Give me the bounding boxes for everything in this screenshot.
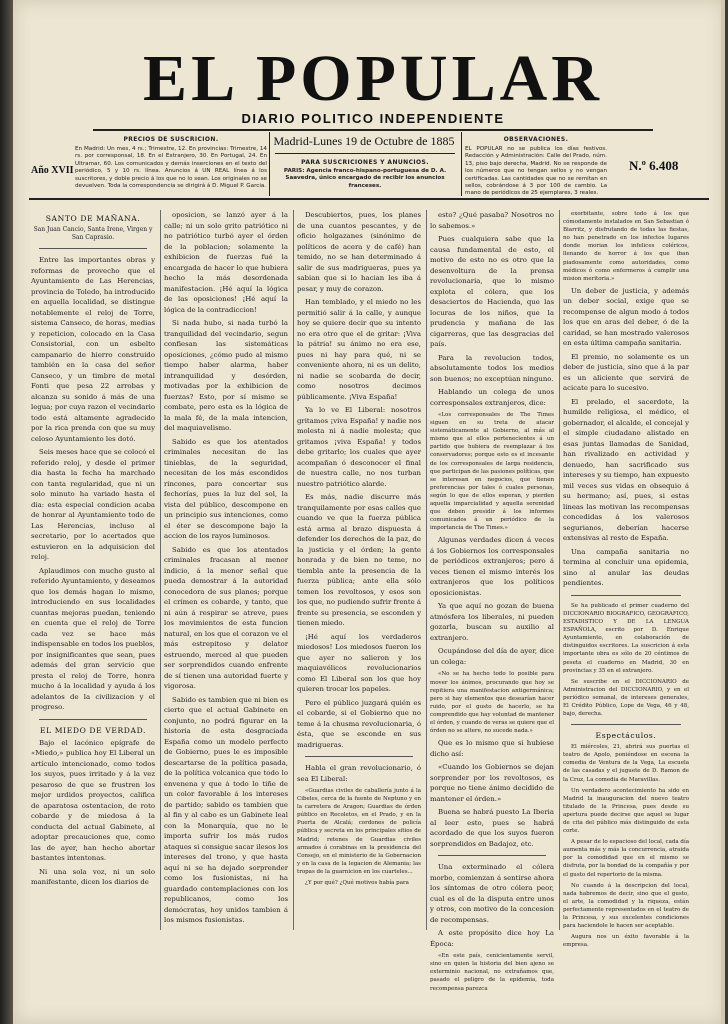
section-separator [39,248,147,249]
header-divider-left [269,132,270,196]
paragraph: Ya que aquí no gozan de buena atmósfera los liberales, ni pueden gozarla, buscan su auxilio al extranjero. [430,602,554,642]
header-rule-top [93,129,653,131]
column-divider [293,210,294,930]
prices-heading: PRECIOS DE SUSCRICION. [123,136,219,143]
year-label: Año XVII [31,165,74,176]
paragraph: Ya lo ve El Liberal: nosotros gritamos ¡viva España! y nadie nos molesta ni á nadie molesta; que gritamos ¡viva España! y todos debe gritarlo; los cuales que ayer acompañan ó desconocer el final de nuestra calle, no nos turban nuestro patriótico alarde. [297,406,421,488]
section-separator [571,724,681,725]
section-separator [571,595,681,596]
paragraph: Ocupándose del día de ayer, dice un colega: [430,647,554,666]
paragraph: Que es lo mismo que si hubiese dicho así: [430,739,554,758]
quoted-paragraph: Se ha publicado el primer cuaderno del DICCIONARIO BIOGRAFICO, GEOGRAFICO, ESTADISTICO Y DE LA LENGUA ESPAÑOLA, escrito por D. Enrique Ayuntamiento, en colaboración de distinguidos escritores. La suscricion á esta importante obra es sólo de 20 céntimos de peseta el cuaderno en Madrid, 30 en provincias y 35 en el extranjero. [563,602,689,674]
paragraph: Una exterminado el cólera morbo, comienzan á sentirse ahora los síntomas de otro cólera peor, cual es el de la disputa entre unos y otros, con motivo de la concesion de recompensas. [430,863,554,924]
section-heading: EL MIEDO DE VERDAD. [39,725,147,735]
paragraph: Es más, nadie discurre más tranquilamente por esas calles que cuando ve que la fuerza pública está arma al brazo dispuesta á defender los derechos de la paz, de la justicia y el órden; la gente honrada y de bien no teme, no tiembla ante la presencia de la fuerza pública; ante ella sólo temen los revoltosos, y esos son los que, no pudiendo sufrir frente á frente su presencia, se esconden y tienen miedo. [297,493,421,627]
paragraph: Bajo el lacónico epígrafe de «Miedo,» publica hoy El Liberal un artículo intencionado, como todos los suyos, pues irritado y á la vez pesaroso de que se frustren los mejor urdidos proyectos, califica de aparatosa ostentacion, de roto cobarde y de miedosa á la conducta del actual Gabinete, al adoptar precauciones que, como las de ayer, han hecho abortar bastantes intentonas. [31,738,155,862]
observations-text: EL POPULAR no se publica los días festivos. Redacción y Administración: Calle del Prado, núm. 13, piso bajo derecha, Madrid. No se responde de los números que no tengan sellos y no vengan certificadas. Las cantidades que no se remitan en sellos, cobrándose á 3 por 100 de cambio. La mano de periódicos de 25 ejemplares, 3 reales. [465,146,607,197]
quoted-paragraph: «Los corresponsales de The Times siguen en su treta de atacar sistemáticamente al Gobierno, al más al mismo que al ellos pertenecientes á un partido que hubiera de reemplazar á los conservadores; porque esto es el incesante de los corresponsales de larga residencia, que participan de las pasiones políticas, que se interesan en negocios, que tienen preferencias por tales ó cuales personas, según lo que de ellos esperan, y pierden aquella imparcialidad y aquella serenidad que deben presidir á los informes comunicados á un periódico de la importancia de The Times.» [430,412,554,532]
book-binding [0,0,13,1024]
paragraph: A este propósito dice hoy La Época: [430,929,554,948]
quoted-paragraph: «En este país, cenicientamente servil, sino en quien la historia del bien ajeno se exterminio nacional, no extrañamos que, pasado el peligro de la epidemia, toda recompensa parezca [430,953,554,992]
column-2 [164,210,288,930]
column-4 [430,210,554,992]
section-heading: SANTO DE MAÑANA. [45,214,141,223]
quoted-paragraph: Augura nos un éxito favorable á la empresa. [563,934,689,949]
paragraph: oposicion, se lanzó ayer á la calle; ni un solo grito patriótico ni no patriótico turbó ayer el órden de la poblacion; solamente la exhibicion de fuerzas fué la encargada de hacer lo que hubiera hecho la más desordenada manifestacion. ¡Hé aquí la lógica de las oposiciones! ¡Hé aquí la lógica de la contradiccion! [164,211,288,314]
section-separator [438,855,546,856]
paragraph: «Cuando los Gobiernos se dejan sorprender por los revoltosos, es porque no tiene ánimo decidido de mantener el órden.» [430,763,554,803]
quoted-paragraph: ¿Y por qué? ¿Qué motivos había para [305,880,409,887]
subscriptions-heading: PARA SUSCRICIONES Y ANUNCIOS. [301,159,429,166]
masthead-subtitle: DIARIO POLITICO INDEPENDIENTE [241,111,505,126]
masthead-title: EL POPULAR [143,42,603,115]
date-underline [275,153,455,154]
paragraph: Ni una sola voz, ni un solo manifestante, dicen los diarios de [31,867,155,886]
issue-number: N.º 6.408 [629,158,679,173]
paragraph: Un deber de justicia, y además un deber social, exige que se recompense de algun modo á todos los que en aras del deber, ó de la caridad, se han mostrado valerosos en esta última campaña sanitaria. [563,286,689,348]
paragraph: Entre las importantes obras y reformas de provecho que el Ayuntamiento de Las Herencias, provincia de Toledo, ha introducido en aquella localidad, se distingue notablemente el reloj de Torre, sistema Canseco, de horas, medias y repeticion, colocado en la Casa Consistorial, con un esbelto campanario de hierro construido también en la casa del señor Canseco, y un timbre de metal Fonti que pesa 22 arrobas y alcanza su sonido á más de una legua; por cuya razon el vecindario todo está altamente agradecido por la rica prenda con que su muy celoso Ayuntamiento les dotó. [31,256,155,443]
quoted-paragraph: «Guardias civiles de caballería junto á la Cibeles, cerca de la fuente de Neptuno y en la carretera de Aragon; Guardias de órden público en Recoletos, en el Prado, y en la Puerta de Alcalá; cordones de policía pública y secreta en los principales sitios de Madrid; retenes de Guardias civiles armados á corabinas en la presidencia del Consejo, en el ministerio de la Gobernacion y en la casa de la legacion de Alemania; las tropas de la guarnicion en los cuarteles... [297,788,421,875]
column-divider [426,210,427,930]
paragraph: Descubiertos, pues, los planes de una cuantos pescantes, y de oficio holgazanes (sinónimo de políticos de acera y de café) han temido, no se han determinado á salir de sus madrigueras, pues ya sabian que si lo hacian les iba á pesar, y muy de corazon. [297,211,421,293]
paragraph: esto? ¿Qué pasaba? Nosotros no lo sabemos.» [430,211,554,230]
column-divider [559,210,560,930]
paragraph: Para la revolucion todos, absolutamente todos los medios son buenos; no exceptúan ninguno. [430,353,554,383]
dateline: Madrid-Lunes 19 de Octubre de 1885 [273,134,455,148]
section-subheading: San Juan Cancio, Santa Irene, Virgen y San Caprasio. [33,226,153,241]
paragraph: Habla el gran revolucionario, ó sea El Liberal: [297,764,421,783]
paragraph: Una campaña sanitaria no termina al concluir una epidemia, sino al anular las deudas pendientes. [563,547,689,588]
paragraph: Sabido es tambien que ni bien es cierto que el actual Gabinete en conjunto, no podrá figurar en la historia de esta desgraciada España como un modelo perfecto de Gobierno, pues le es imposible descartarse de la política pasada, de la política volcanica que todo lo envenena y que á todo lo tiñe de un color favorable á los intereses de partido; sabido es tambien que al fin y al cabo es un Gabinete leal con la Monarquía, que no le importa sufrir los más rudos ataques si consigue sacar ilesos los intereses del trono, y que hasta aquí ni se ha dejado sorprender como los fusionistas, ni ha guardado contemplaciones con los republicanos, como los demócratas, hoy unidos tambien á los mismos fusionistas. [164,695,288,924]
paragraph: Pues cualquiera sabe que la causa fundamental de esto, el motivo de esto no es otro que la desenvoltura de la prensa revolucionaria, que lo mismo explota el cólera, que los desaciertos de Hacienda, que las locuras de los niños, que la prudencia y mañana de las cigarreras, que las desgracias del país. [430,235,554,348]
newspaper-page [13,0,725,1024]
quoted-paragraph: exorbitante, sobre todo á los que cómodamente instalados en San Sebastian ó Biarritz, y disfrutando de todas las fiestas, no han penetrado en los infectos lugares donde morian los infelices coléricos, llenando de horror á los que iban piadosamente como autoridades, como médicos ó como enfermeros á cumplir una mision meritoria.» [563,211,689,282]
paragraph: El premio, no solamente es un deber de justicia, sino que á la par es un aliciente que servirá de acicate para lo sucesivo. [563,352,689,393]
quoted-paragraph: Se suscribe en el DICCIONARIO de Administracion del DICCIONARIO, y en el periódico semanal, de intereses generales, El Crédito Público, Lope de Vega, 46 y 48, bajo, derecha. [563,678,689,718]
paragraph: Han temblado, y el miedo no les permitió salir á la calle, y aunque hoy se quiere decir que su intento no era otro que el de gritar: ¡Viva la pátria! su ánimo no era ese, pues ni hay para qué, ni se conveniente ahora, ni es un delito, ni nadie se scobarda de decir, como nosotros decimos públicamente. ¡Viva España! [297,298,421,401]
paragraph: Sabido es que los atentados criminales fracasan al menor indicio, á la menor señal que pueda demostrar á la autoridad conocedora de sus planes; porque el crímen es cobarde, y tanto, que ni aún á respirar se atreve, pues los movimientos de esta funcion natural, en los que el corazon ve el más estrepitoso y delator estruendo, merced al que pueden ser sorprendidos cuando enfrente de sí tienen una autoridad fuerte y vigorosa. [164,545,288,690]
paragraph: Buena se habrá puesto La Iberia al leer esto, pues se habrá acordado de que los suyos fueron sorprendidos en Badajoz, etc. [430,808,554,848]
prices-text: En Madrid: Un mes, 4 rs.; Trimestre, 12. En provincias: Trimestre, 14 rs. por corresponsal, 18. En el Extranjero, 30. En Portugal, 24. En Ultramar, 60. Los comunicados y demás inserciones en el texto del periódico, 5 y 10 rs. línea. Anuncios á UN REAL línea á los suscritores, y doble precio á los que no lo sean. Los originales no se devuelven. Toda la correspondencia se dirigirá á D. Miguel P. Garcia. [75,146,267,190]
quoted-paragraph: No cuando á la descripcion del local, nada habremos de decir, sino que el gusto, el arte, la comodidad y la riqueza, están perfectamente representados en el teatro de la Princesa, y sus excelentes condiciones para haciendole le hacen ser aceptable. [563,882,689,930]
paragraph: El prelado, el sacerdote, la humilde religiosa, el médico, el gobernador, el alcalde, el concejal y el simple ciudadano alistado en esas juntas llamadas de Sanidad, han rivalizado en actividad y denuedo, han sacrificado sus intereses y su tiempo, han expuesto mil veces sus vidas en obsequio á su hermano; así, pues, si estas lineas las motivan las recompensas concedidas á los valerosos segurianos, deberían hacerse extensivas al resto de España. [563,397,689,543]
observations-heading: OBSERVACIONES. [503,136,569,143]
paragraph: ¡Hé aquí los verdaderos miedosos! Los miedosos fueron los que ayer no salieron y los maquiavélicos revolucionarios como El Liberal son los que hoy quieren trocar los papeles. [297,632,421,693]
column-1 [31,210,155,930]
observations [465,136,607,198]
paragraph: Aplaudimos con mucho gusto al referido Ayuntamiento, y deseamos que los demás hagan lo mismo, introduciendo en sus localidades cuantas mejoras puedan, teniendo en cuenta que el reloj de Torre cada vez se hace más indispensable en todos los pueblos, por insignificantes que sean, pues además del gran servicio que presta el reloj de Torre, honra mucho á la localidad y ayuda á los adelantos de la civilizacion y el progreso. [31,566,155,711]
header-divider-right [461,132,462,196]
quoted-paragraph: «No se ha hecho todo lo posible para mover los ánimos, procurando que hoy se repitiera una manifestacion antigermánica; pero si hay elementos que desearían hacer ruido, por el gusto de hacerlo, se ha comprendido que hay voluntad de mantener el órden, y cuando de veras se quiere que el órden no se altere, no sucede nada.» [430,671,554,735]
column-divider [160,210,161,930]
paragraph: Si nada hubo, si nada turbó la tranquilidad del vecindario, segun confiesan las sistemáticas oposiciones, ¿cómo pudo al mismo tiempo haber alarma, haber intranquilidad y desórden, motivadas por la exhibicion de fuerzas? Esto, por sí mismo se combate, pero esta es la lógica de la mala fé, de la mala intencion, del maquiavelismo. [164,319,288,432]
paragraph: Hablando un colega de unos corresponsales extranjeros, dice: [430,388,554,407]
quoted-paragraph: El miércoles, 21, abrirá sus puertas el teatro de Apolo, poniéndose en escena la comedia de Ventura de la Vega, La escuela de las casadas y el juguete de D. Ramon de la Cruz, La comedia de Maravillas. [563,744,689,783]
paragraph: Sabido es que los atentados criminales necesitan de las tinieblas, de la seguridad, necesitan de los más escondidos rincones, para concertar sus fechorías, pues la luz del sol, la vista del público, descompone en un principio sus intenciones, como el éter se descompone bajo la accion de los rayos luminosos. [164,437,288,540]
section-heading: Espectáculos. [595,731,657,741]
column-3 [297,210,421,930]
subscription-prices [75,136,267,190]
subscriptions-text: PARIS: Agencia franco-hispano-portuguesa de D. A. Saavedra, único encargado de recibir los anuncios franceses. [283,168,447,189]
quoted-paragraph: A pesar de lo espacioso del local, cada día aumenta más y más la concurrencia, atraida por la comodidad que en el mismo se disfruta, por la bondad de la compañía y por el gusto del repertorio de la misma. [563,839,689,878]
column-5 [563,210,689,949]
paragraph: Seis meses hace que se colocó el referido reloj, y desde el primer dia hasta la fecha ha marchado con tanta regularidad, que ni un solo minuto ha variado hasta el dia: esta especial condicion acaba de honrar al Ayuntamiento todo de Las Herencias, incluso al secretario, por lo acertados que estuvieron en la adquisicion del reloj. [31,448,155,561]
section-separator [305,756,413,757]
section-separator [39,719,147,720]
header-rule-bottom [29,198,709,200]
paragraph: Pero el público juzgará quién es el cobarde, si el Gobierno que no teme á la chusma revolucionaria, ó ésta, que se esconde en sus madrigueras. [297,698,421,749]
paragraph: Algunas verdades dicen á veces á los Gobiernos los corresponsales de periódicos extranjeros; pero á veces tienen el mismo interés los extranjeros que los políticos oposicionistas. [430,536,554,597]
quoted-paragraph: Un verdadero acontecimiento ha sido en Madrid la inauguracion del nuevo teatro titulado de la Princesa, pues desde su apertura puede decirse que aquel se lugar de cita del público más distinguido de esta corte. [563,787,689,835]
